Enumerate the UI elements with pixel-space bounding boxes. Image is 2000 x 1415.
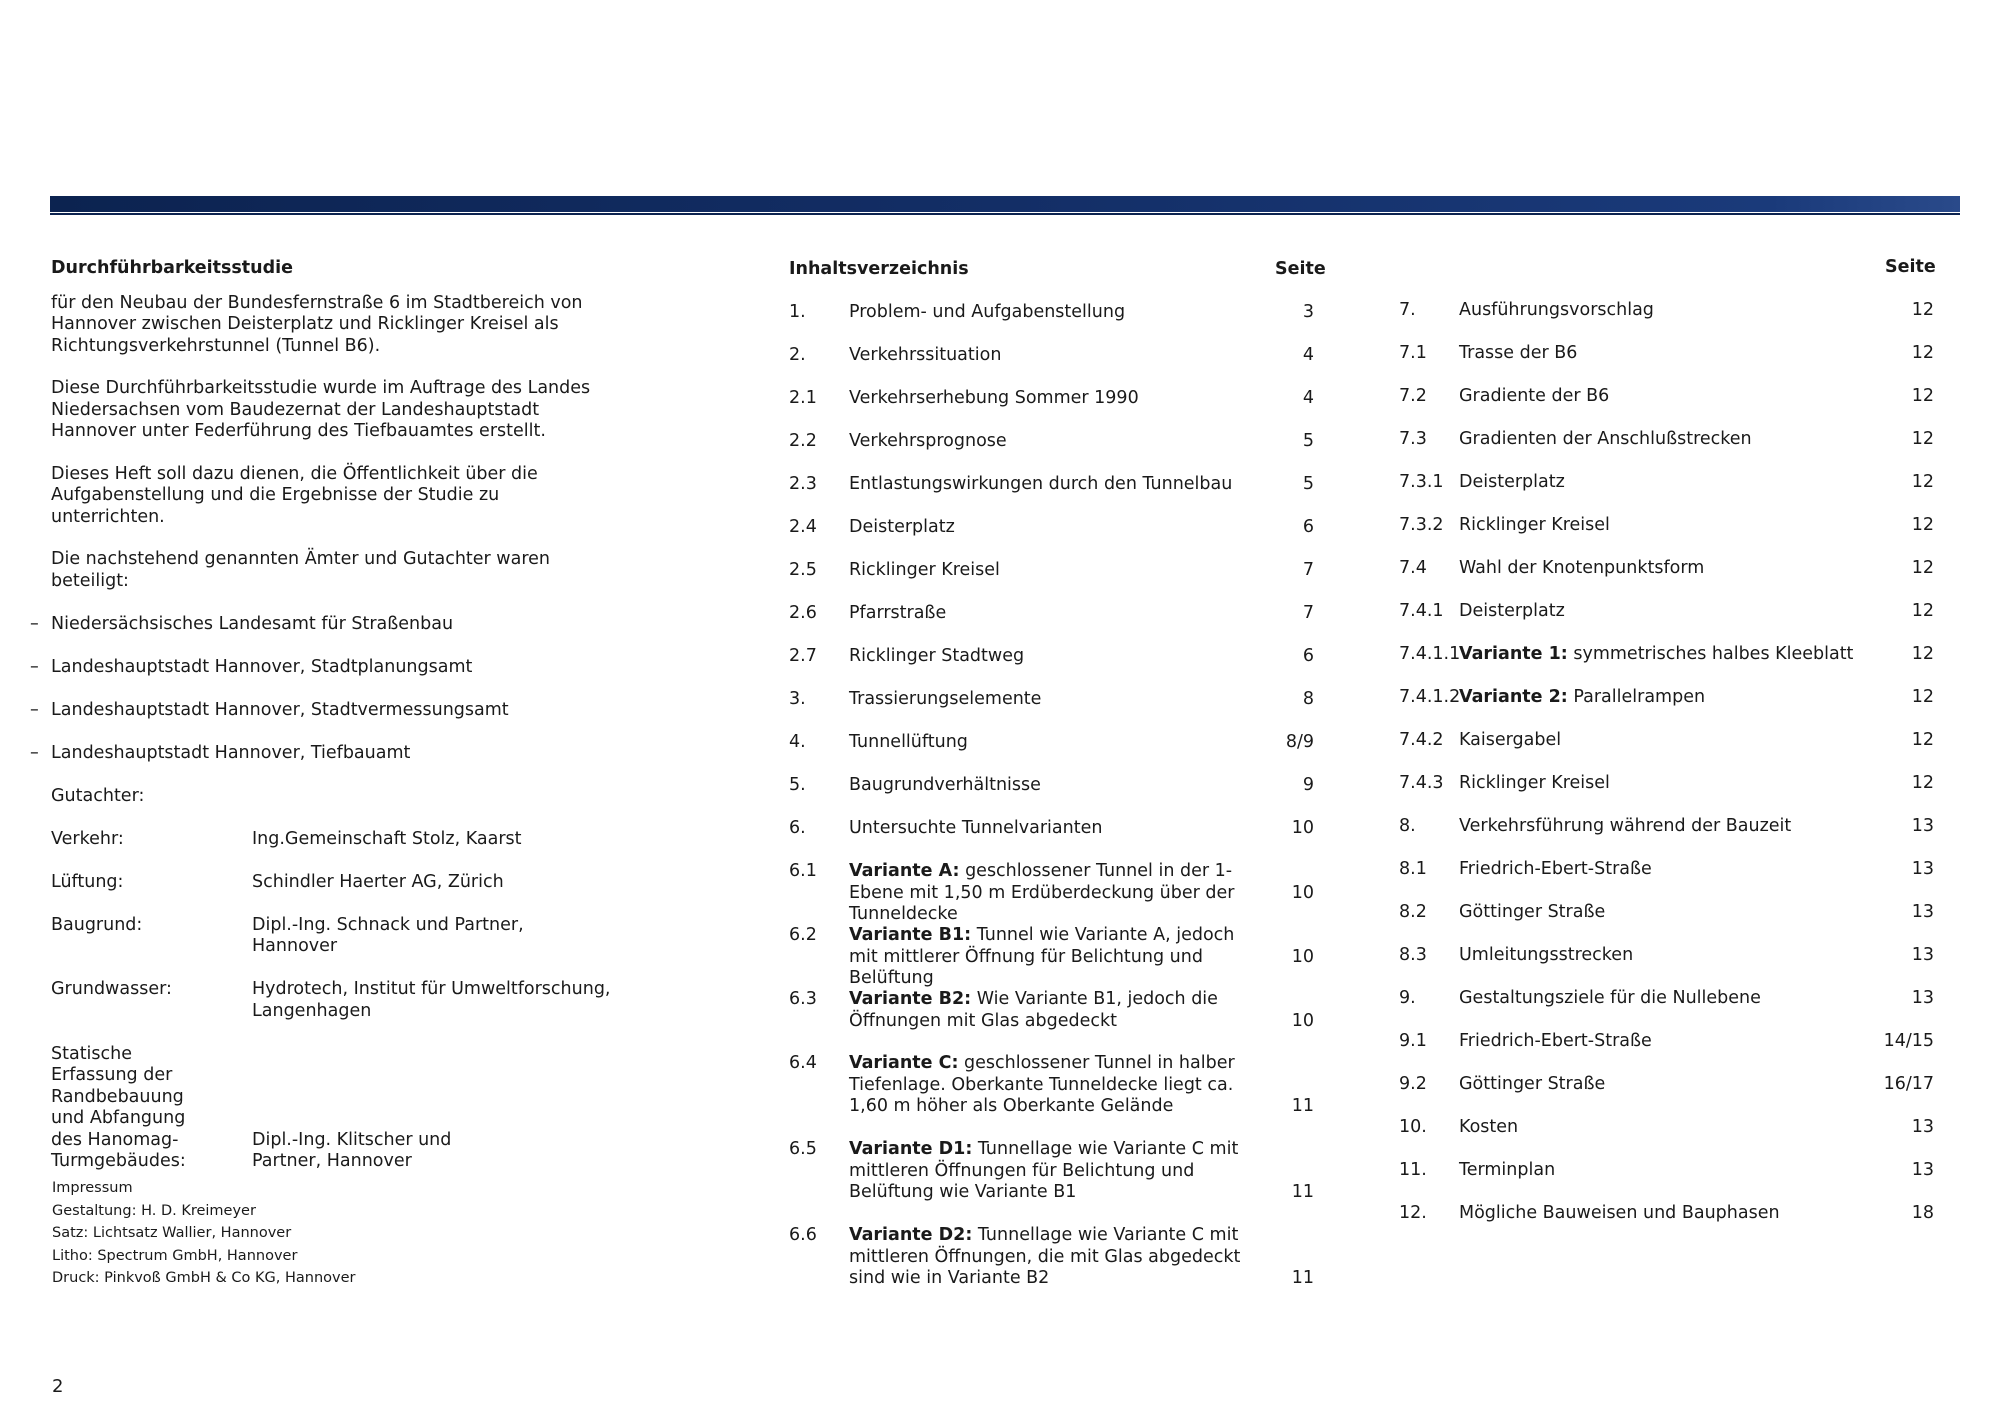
toc-entry-text: Gradienten der Anschlußstrecken	[1459, 429, 1752, 449]
toc-entry-number: 4.	[789, 732, 806, 752]
toc-entry-title	[1459, 859, 1879, 881]
toc-entry-title	[1459, 558, 1879, 580]
toc-entry	[789, 517, 1314, 539]
intro-paragraph: Diese Durchführbarkeitsstudie wurde im Auftrage des Landes Niedersachsen vom Baudezernat der Landeshauptstadt Hannover unter Federführung des Tiefbauamtes erstellt.	[51, 378, 591, 441]
toc-entry-text: Ricklinger Kreisel	[1459, 515, 1610, 535]
toc-entry	[1399, 1031, 1934, 1053]
toc-entry-title	[849, 818, 1259, 840]
toc-entry-variant-label: Variante C:	[849, 1053, 959, 1073]
toc-column-2	[1399, 0, 1934, 1415]
list-item	[30, 614, 611, 636]
toc-entry-title	[849, 345, 1259, 367]
toc-entry-title	[1459, 902, 1879, 924]
page-column-label: Seite	[1275, 259, 1326, 279]
toc-entry	[789, 1139, 1314, 1204]
toc-entry-text: symmetrisches halbes Kleeblatt	[1567, 644, 1854, 664]
toc-entry-title	[1459, 1074, 1879, 1096]
toc-entry-text: Tunnellage wie Variante C mit mittleren Öffnungen, die mit Glas abgedeckt sind wie in Variante B2	[849, 1225, 1241, 1288]
list-item-text: Landeshauptstadt Hannover, Tiefbauamt	[51, 743, 411, 763]
toc-entry	[1399, 1117, 1934, 1139]
impressum-line: Druck: Pinkvoß GmbH & Co KG, Hannover	[52, 1270, 356, 1286]
toc-entry-text: Untersuchte Tunnelvarianten	[849, 818, 1103, 838]
toc-entry-page: 12	[1911, 601, 1934, 621]
toc-entry-number: 7.4.3	[1399, 773, 1444, 793]
toc-entry-title	[1459, 644, 1879, 666]
toc-entry-page: 14/15	[1883, 1031, 1934, 1051]
list-item-text: Landeshauptstadt Hannover, Stadtvermessungsamt	[51, 700, 509, 720]
toc-entry-number: 2.7	[789, 646, 817, 666]
toc-entry-title	[1459, 343, 1879, 365]
toc-entry-text: Friedrich-Ebert-Straße	[1459, 1031, 1652, 1051]
toc-entry-number: 5.	[789, 775, 806, 795]
list-item-text: Niedersächsisches Landesamt für Straßenbau	[51, 614, 454, 634]
toc-entry-text: Pfarrstraße	[849, 603, 947, 623]
dash-bullet: –	[30, 700, 39, 720]
toc-entry-title	[849, 732, 1259, 754]
toc-entry-page: 12	[1911, 300, 1934, 320]
toc-entry-page: 7	[1302, 603, 1314, 623]
toc-entry	[789, 689, 1314, 711]
toc-entry-title	[1459, 1160, 1879, 1182]
toc-entry-title	[849, 646, 1259, 668]
toc-entry-text: Gestaltungsziele für die Nullebene	[1459, 988, 1761, 1008]
toc-entry-text: Entlastungswirkungen durch den Tunnelbau	[849, 474, 1233, 494]
expert-row	[51, 979, 611, 1022]
toc-entry-number: 6.	[789, 818, 806, 838]
dash-bullet: –	[30, 743, 39, 763]
toc-entry-variant-label: Variante A:	[849, 861, 960, 881]
toc-entry-title	[1459, 300, 1879, 322]
toc-entry	[1399, 429, 1934, 451]
toc-entry-title	[849, 474, 1259, 496]
toc-entry-title	[849, 1053, 1259, 1118]
list-item	[30, 700, 611, 722]
toc-entry-text: Göttinger Straße	[1459, 902, 1606, 922]
toc-entry-title	[849, 388, 1259, 410]
toc-entry-title	[1459, 730, 1879, 752]
toc-entry-title	[1459, 429, 1879, 451]
expert-field: Statische Erfassung der Randbebauung und Abfangung des Hanomag-Turmgebäudes:	[51, 1043, 186, 1171]
toc-entry-number: 8.1	[1399, 859, 1427, 879]
toc-entry-text: Umleitungsstrecken	[1459, 945, 1634, 965]
expert-name: Dipl.-Ing. Schnack und Partner, Hannover	[252, 914, 524, 956]
toc-entry-number: 2.	[789, 345, 806, 365]
toc-entry-number: 7.	[1399, 300, 1416, 320]
toc-entry-text: geschlossener Tunnel in der 1-Ebene mit 1,50 m Erdüberdeckung über der Tunneldecke	[849, 861, 1235, 924]
toc-entry	[789, 474, 1314, 496]
toc-entry-number: 1.	[789, 302, 806, 322]
toc-entry	[789, 345, 1314, 367]
expert-name: Schindler Haerter AG, Zürich	[252, 871, 504, 892]
toc-entry	[789, 989, 1314, 1032]
toc-entry-text: Verkehrserhebung Sommer 1990	[849, 388, 1139, 408]
intro-paragraph: Die nachstehend genannten Ämter und Gutachter waren beteiligt:	[51, 549, 551, 591]
toc-entry-number: 6.1	[789, 861, 817, 881]
expert-row	[51, 872, 611, 894]
toc-entry-number: 11.	[1399, 1160, 1427, 1180]
toc-entry	[1399, 1203, 1934, 1225]
dash-bullet: –	[30, 657, 39, 677]
toc-entry	[789, 925, 1314, 988]
toc-entry	[1399, 386, 1934, 408]
toc-entry-number: 2.6	[789, 603, 817, 623]
toc-entry-page: 7	[1302, 560, 1314, 580]
toc-entry-page: 12	[1911, 730, 1934, 750]
toc-entry-page: 10	[1291, 946, 1314, 967]
toc-entry-number: 8.	[1399, 816, 1416, 836]
toc-entry-text: Trassierungselemente	[849, 689, 1042, 709]
impressum-line: Litho: Spectrum GmbH, Hannover	[52, 1247, 298, 1264]
toc-entry-text: Kaisergabel	[1459, 730, 1562, 750]
toc-entry-number: 7.2	[1399, 386, 1427, 406]
toc-entry-text: Friedrich-Ebert-Straße	[1459, 859, 1652, 879]
toc-entry-variant-label: Variante B2:	[849, 989, 972, 1009]
toc-entry-page: 13	[1911, 1117, 1934, 1137]
toc-entry-text: Gradiente der B6	[1459, 386, 1610, 406]
toc-entry-number: 8.2	[1399, 902, 1427, 922]
toc-entry	[1399, 859, 1934, 881]
toc-entry-page: 8	[1302, 689, 1314, 709]
toc-entry-number: 8.3	[1399, 945, 1427, 965]
toc-entry-page: 13	[1911, 1160, 1934, 1180]
toc-entry-page: 13	[1911, 859, 1934, 879]
toc-entry-text: Verkehrsprognose	[849, 431, 1007, 451]
dash-bullet: –	[30, 614, 39, 634]
toc-entry-page: 13	[1911, 945, 1934, 965]
toc-entry-number: 7.3.2	[1399, 515, 1444, 535]
toc-entry-number: 9.	[1399, 988, 1416, 1008]
toc-entry	[1399, 1074, 1934, 1096]
expert-name: Ing.Gemeinschaft Stolz, Kaarst	[252, 828, 522, 849]
toc-entry-page: 12	[1911, 343, 1934, 363]
toc-entry	[1399, 945, 1934, 967]
toc-entry-number: 2.5	[789, 560, 817, 580]
toc-entry-number: 6.2	[789, 925, 817, 945]
toc-entry	[1399, 1160, 1934, 1182]
toc-entry-title	[1459, 816, 1879, 838]
toc-entry-number: 2.3	[789, 474, 817, 494]
toc-entry	[1399, 601, 1934, 623]
toc-entry-page: 12	[1911, 386, 1934, 406]
toc-entry-text: Wahl der Knotenpunktsform	[1459, 558, 1705, 578]
toc-entry-page: 6	[1302, 646, 1314, 666]
toc-entry-title	[1459, 773, 1879, 795]
toc-entry-number: 6.3	[789, 989, 817, 1009]
toc-entry-title	[1459, 601, 1879, 623]
toc-entry-title	[1459, 988, 1879, 1010]
toc-entry-title	[849, 302, 1259, 324]
toc-entry	[789, 431, 1314, 453]
toc-entry-text: Trasse der B6	[1459, 343, 1578, 363]
toc-entry-page: 8/9	[1285, 732, 1314, 752]
page-column-label: Seite	[1885, 257, 1936, 277]
toc-entry-text: Ricklinger Kreisel	[849, 560, 1000, 580]
toc-entry	[789, 861, 1314, 924]
toc-entry	[1399, 988, 1934, 1010]
expert-field: Lüftung:	[51, 871, 124, 892]
toc-entry	[789, 560, 1314, 582]
toc-entry-page: 12	[1911, 644, 1934, 664]
toc-entry-text: Parallelrampen	[1567, 687, 1706, 707]
toc-entry	[789, 1225, 1314, 1290]
toc-entry-text: Verkehrssituation	[849, 345, 1002, 365]
list-item	[30, 657, 611, 679]
toc-entry-page: 4	[1302, 388, 1314, 408]
toc-entry-page: 12	[1911, 558, 1934, 578]
toc-entry-page: 13	[1911, 902, 1934, 922]
toc-entry-number: 6.5	[789, 1139, 817, 1159]
gutachter-label: Gutachter:	[51, 786, 145, 806]
toc-entry-variant-label: Variante D1:	[849, 1139, 973, 1159]
toc-entry-number: 6.6	[789, 1225, 817, 1245]
toc-entry-title	[849, 925, 1259, 990]
toc-entry-text: Tunnellage wie Variante C mit mittleren Öffnungen für Belichtung und Belüftung wie Variante B1	[849, 1139, 1239, 1202]
toc-entry	[789, 646, 1314, 668]
toc-entry	[789, 302, 1314, 324]
toc-entry-page: 10	[1291, 818, 1314, 838]
toc-entry-title	[1459, 472, 1879, 494]
toc-entry-text: Ausführungsvorschlag	[1459, 300, 1654, 320]
toc-entry-title	[1459, 1203, 1879, 1225]
toc-entry	[1399, 687, 1934, 709]
toc-entry-number: 3.	[789, 689, 806, 709]
toc-entry-variant-label: Variante B1:	[849, 925, 972, 945]
toc-entry-variant-label: Variante D2:	[849, 1225, 973, 1245]
toc-entry-text: geschlossener Tunnel in halber Tiefenlage. Oberkante Tunneldecke liegt ca. 1,60 m höher als Oberkante Gelände	[849, 1053, 1235, 1116]
toc-entry-number: 7.4.1	[1399, 601, 1444, 621]
study-title: Durchführbarkeitsstudie	[51, 258, 294, 278]
toc-entry-number: 6.4	[789, 1053, 817, 1073]
expert-name: Dipl.-Ing. Klitscher und Partner, Hannover	[252, 1129, 452, 1171]
toc-entry-number: 7.1	[1399, 343, 1427, 363]
toc-entry-text: Ricklinger Stadtweg	[849, 646, 1025, 666]
toc-entry-title	[1459, 945, 1879, 967]
toc-entry	[1399, 816, 1934, 838]
toc-entry-page: 11	[1291, 1096, 1314, 1116]
expert-row	[51, 915, 611, 958]
toc-entry-number: 7.3.1	[1399, 472, 1444, 492]
toc-entry-text: Mögliche Bauweisen und Bauphasen	[1459, 1203, 1780, 1223]
toc-entry-number: 7.4.2	[1399, 730, 1444, 750]
list-item-text: Landeshauptstadt Hannover, Stadtplanungsamt	[51, 657, 473, 677]
toc-entry-page: 3	[1302, 302, 1314, 322]
toc-entry-page: 18	[1911, 1203, 1934, 1223]
toc-entry	[1399, 472, 1934, 494]
toc-entry-number: 7.4	[1399, 558, 1427, 578]
expert-row	[51, 1044, 611, 1173]
toc-entry-page: 10	[1291, 1010, 1314, 1031]
toc-entry	[789, 603, 1314, 625]
toc-column-1	[789, 0, 1319, 1415]
toc-entry-number: 2.2	[789, 431, 817, 451]
toc-entry	[789, 818, 1314, 840]
impressum-line: Gestaltung: H. D. Kreimeyer	[52, 1202, 256, 1219]
toc-entry-text: Deisterplatz	[849, 517, 955, 537]
toc-entry-title	[1459, 515, 1879, 537]
toc-entry-number: 9.2	[1399, 1074, 1427, 1094]
expert-name: Hydrotech, Institut für Umweltforschung, Langenhagen	[252, 979, 611, 1021]
toc-entry-number: 12.	[1399, 1203, 1427, 1223]
toc-entry-text: Tunnel wie Variante A, jedoch mit mittlerer Öffnung für Belichtung und Belüftung	[849, 925, 1235, 988]
expert-row	[51, 829, 611, 851]
toc-entry-number: 7.4.1.2	[1399, 687, 1461, 707]
toc-entry-page: 13	[1911, 988, 1934, 1008]
impressum-line: Satz: Lichtsatz Wallier, Hannover	[52, 1225, 292, 1241]
toc-entry-number: 2.1	[789, 388, 817, 408]
toc-entry-title	[849, 431, 1259, 453]
toc-entry-text: Terminplan	[1459, 1160, 1556, 1180]
toc-entry-page: 10	[1291, 882, 1314, 903]
toc-entry-page: 6	[1302, 517, 1314, 537]
toc-entry-title	[849, 517, 1259, 539]
toc-entry-variant-label: Variante 2:	[1459, 687, 1568, 707]
expert-field: Baugrund:	[51, 914, 143, 935]
expert-field: Grundwasser:	[51, 979, 172, 999]
toc-entry-page: 16/17	[1883, 1074, 1934, 1094]
expert-field: Verkehr:	[51, 828, 124, 849]
toc-entry-title	[849, 861, 1259, 926]
toc-entry-text: Kosten	[1459, 1117, 1519, 1137]
toc-entry-text: Tunnellüftung	[849, 732, 968, 752]
toc-entry-text: Verkehrsführung während der Bauzeit	[1459, 816, 1792, 836]
toc-entry	[1399, 773, 1934, 795]
toc-entry-title	[1459, 1117, 1879, 1139]
toc-entry-text: Deisterplatz	[1459, 601, 1565, 621]
toc-entry-title	[849, 689, 1259, 711]
intro-paragraph: Dieses Heft soll dazu dienen, die Öffentlichkeit über die Aufgabenstellung und die Ergebnisse der Studie zu unterrichten.	[51, 463, 538, 527]
toc-entry-page: 12	[1911, 515, 1934, 535]
intro-column	[30, 258, 611, 1194]
toc-entry	[1399, 343, 1934, 365]
toc-entry	[1399, 558, 1934, 580]
toc-entry-page: 11	[1291, 1182, 1314, 1202]
impressum	[52, 1177, 355, 1290]
toc-entry-number: 7.3	[1399, 429, 1427, 449]
toc-entry	[1399, 730, 1934, 752]
list-item	[30, 743, 611, 765]
toc-entry-page: 4	[1302, 345, 1314, 365]
toc-entry-page: 12	[1911, 773, 1934, 793]
toc-entry-text: Problem- und Aufgabenstellung	[849, 302, 1126, 322]
toc-entry	[789, 1053, 1314, 1118]
toc-entry	[1399, 644, 1934, 666]
toc-entry-text: Ricklinger Kreisel	[1459, 773, 1610, 793]
toc-entry	[789, 388, 1314, 410]
toc-entry-variant-label: Variante 1:	[1459, 644, 1568, 664]
toc-entry-text: Deisterplatz	[1459, 472, 1565, 492]
toc-entry	[789, 775, 1314, 797]
toc-entry-number: 10.	[1399, 1117, 1427, 1137]
toc-entry-title	[849, 775, 1259, 797]
toc-entry-title	[849, 1225, 1259, 1290]
toc-entry-text: Baugrundverhältnisse	[849, 775, 1041, 795]
toc-entry-page: 5	[1302, 474, 1314, 494]
toc-entry-page: 13	[1911, 816, 1934, 836]
toc-entry	[1399, 300, 1934, 322]
toc-entry-title	[1459, 1031, 1879, 1053]
toc-entry	[1399, 902, 1934, 924]
toc-entry-page: 5	[1302, 431, 1314, 451]
toc-entry-title	[1459, 386, 1879, 408]
toc-title: Inhaltsverzeichnis	[789, 259, 969, 279]
toc-entry	[789, 732, 1314, 754]
intro-paragraph: für den Neubau der Bundesfernstraße 6 im Stadtbereich von Hannover zwischen Deisterplatz und Ricklinger Kreisel als Richtungsverkehrstunnel (Tunnel B6).	[51, 292, 583, 356]
toc-entry-title	[849, 603, 1259, 625]
page-number: 2	[52, 1376, 64, 1397]
toc-entry-number: 9.1	[1399, 1031, 1427, 1051]
impressum-line: Impressum	[52, 1180, 133, 1196]
toc-entry-title	[849, 1139, 1259, 1204]
toc-entry-page: 12	[1911, 472, 1934, 492]
toc-entry-page: 11	[1291, 1268, 1314, 1288]
toc-entry-page: 12	[1911, 429, 1934, 449]
toc-entry-text: Wie Variante B1, jedoch die Öffnungen mit Glas abgedeckt	[849, 989, 1218, 1031]
toc-entry-title	[1459, 687, 1879, 709]
toc-entry-title	[849, 989, 1259, 1032]
toc-entry-number: 7.4.1.1	[1399, 644, 1461, 664]
toc-entry-number: 2.4	[789, 517, 817, 537]
toc-entry-text: Göttinger Straße	[1459, 1074, 1606, 1094]
toc-entry-title	[849, 560, 1259, 582]
toc-entry	[1399, 515, 1934, 537]
toc-entry-page: 9	[1302, 775, 1314, 795]
toc-entry-page: 12	[1911, 687, 1934, 707]
